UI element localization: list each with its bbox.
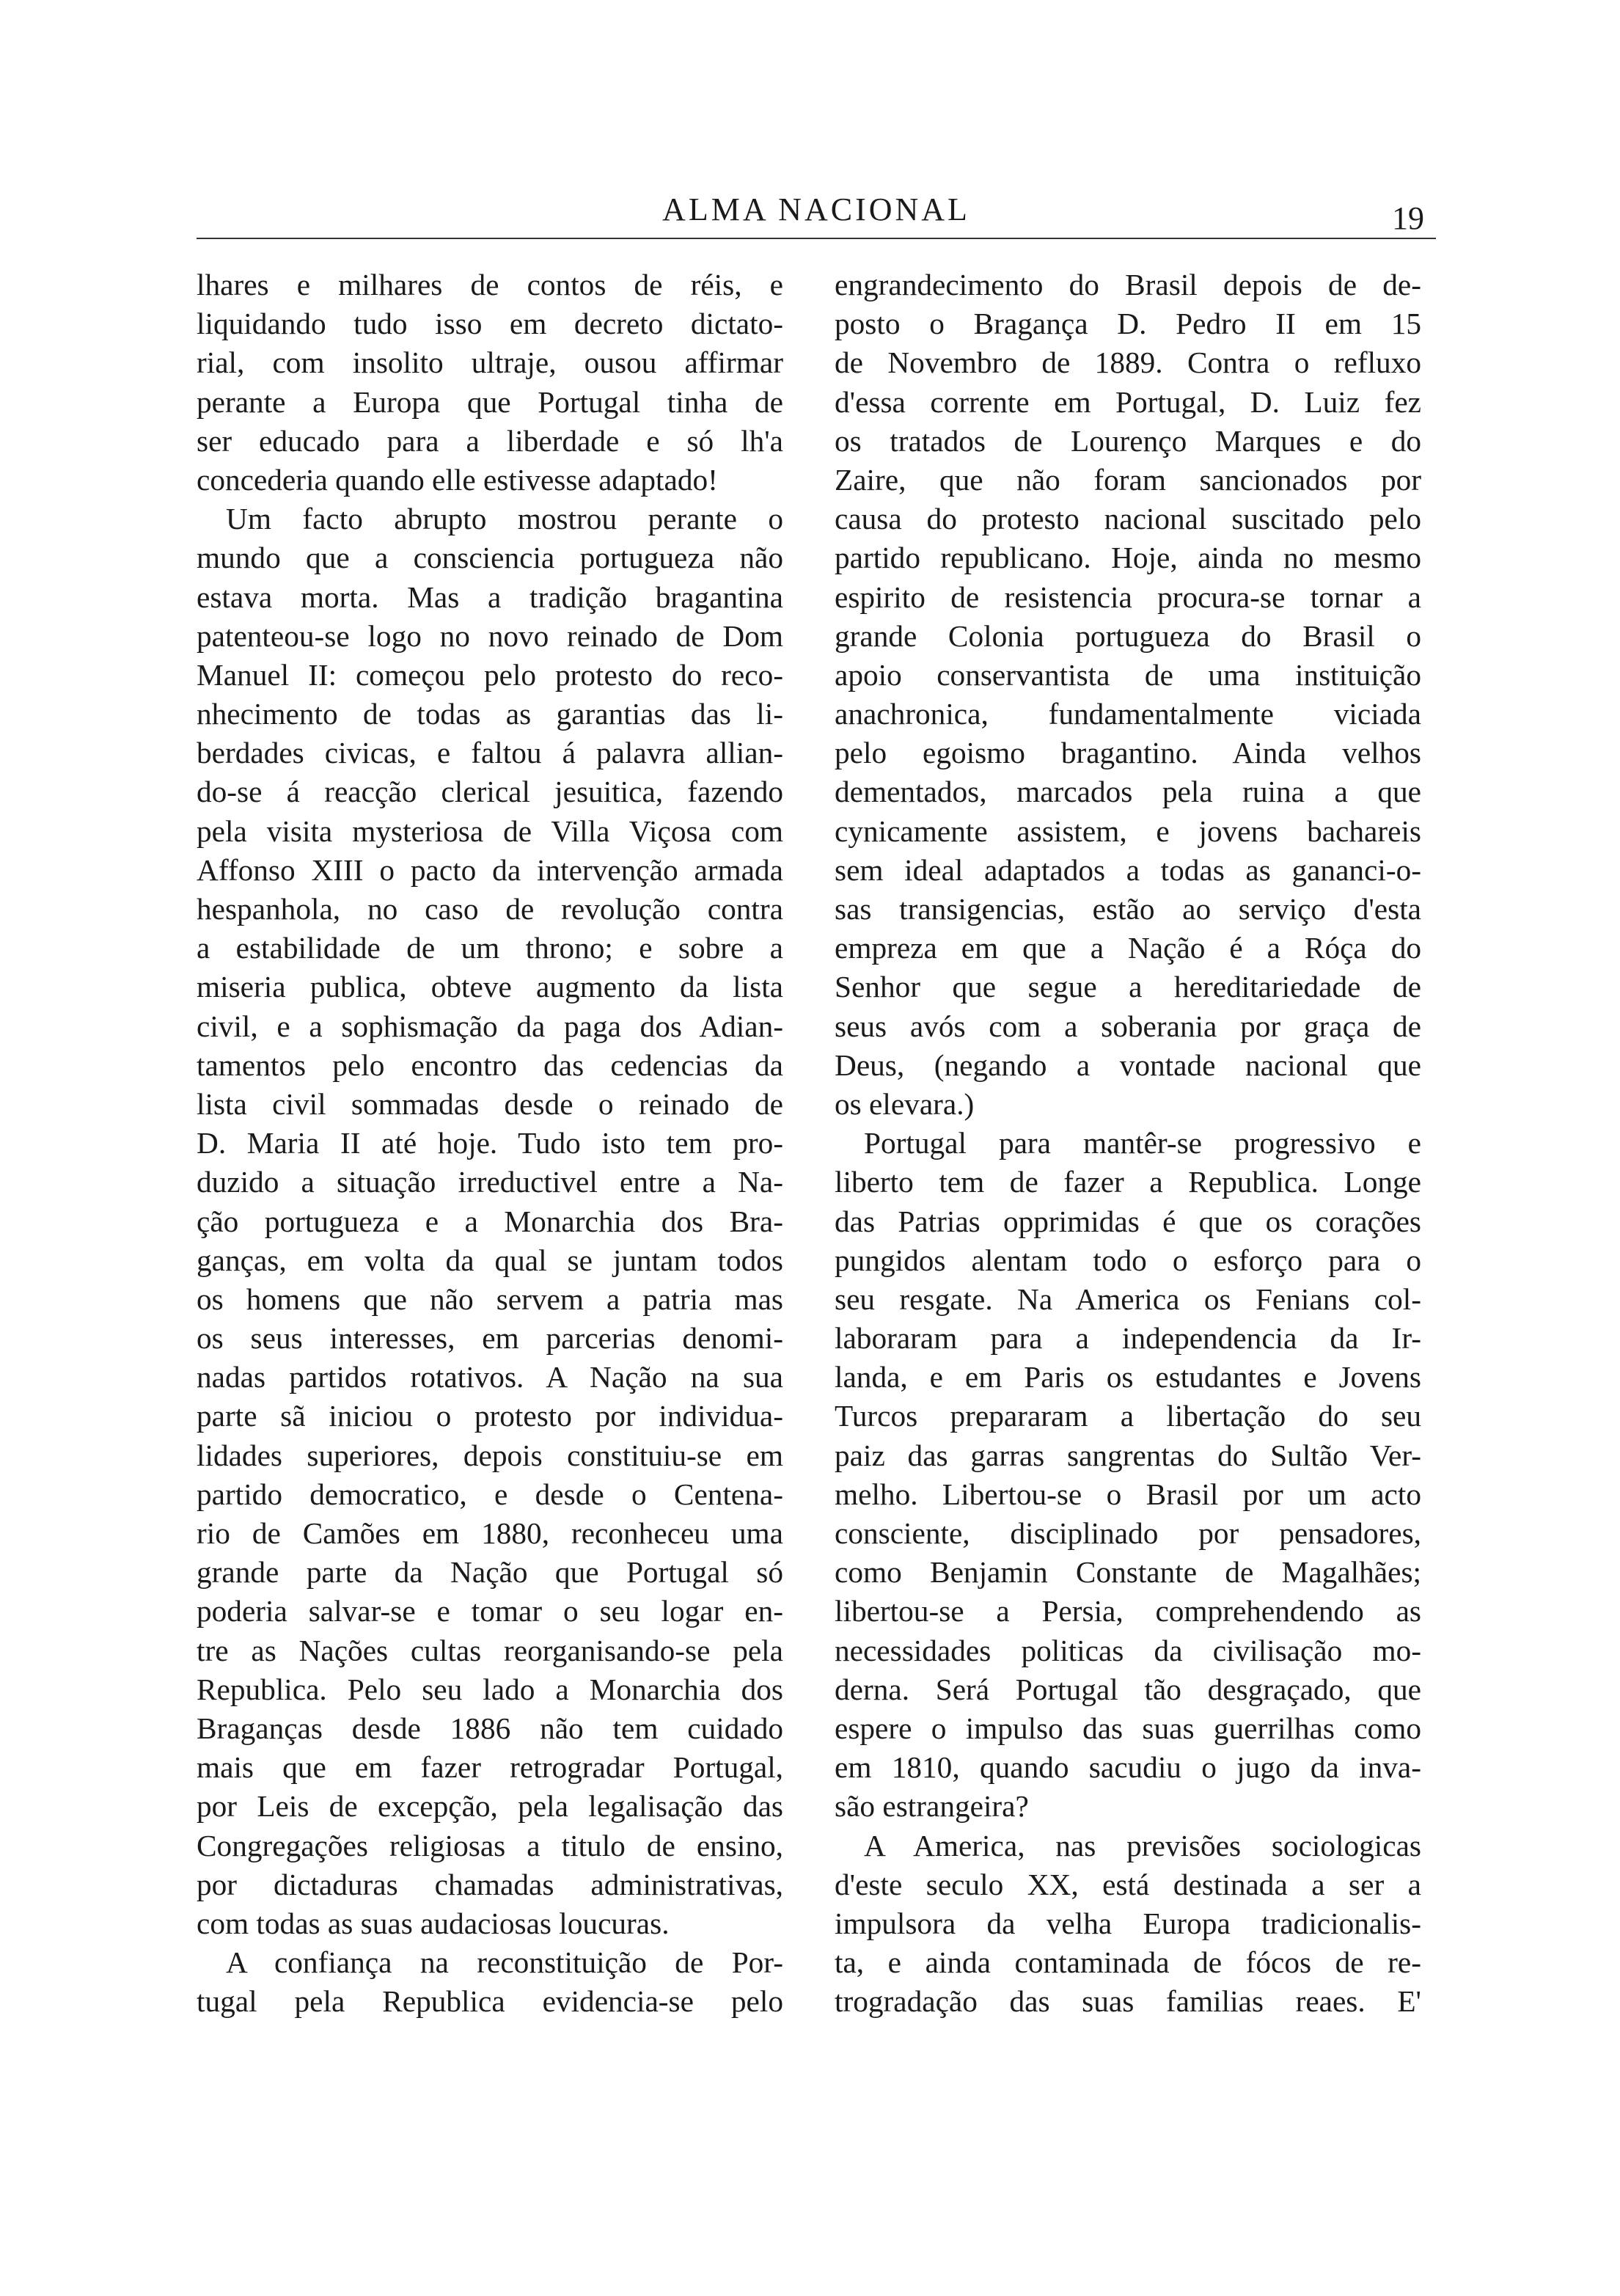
text-line: Congregações religiosas a titulo de ensino, (197, 1828, 783, 1862)
text-line: tre as Nações cultas reorganisando-se pela (197, 1633, 783, 1667)
text-line: Um facto abrupto mostrou perante o (226, 502, 783, 536)
text-line: melho. Libertou-se o Brasil por um acto (835, 1477, 1421, 1511)
text-line: em 1810, quando sacudiu o jugo da inva- (835, 1750, 1421, 1785)
text-line: d'este seculo XX, está destinada a ser a (835, 1867, 1421, 1901)
text-line: mundo que a consciencia portugueza não (197, 541, 783, 575)
text-line: Zaire, que não foram sancionados por (835, 462, 1421, 497)
text-line: dementados, marcados pela ruina a que (835, 775, 1421, 809)
text-line: cynicamente assistem, e jovens bachareis (835, 814, 1421, 848)
text-line: de Novembro de 1889. Contra o refluxo (835, 346, 1421, 380)
right-text-column (835, 266, 1421, 2021)
text-line: pela visita mysteriosa de Villa Viçosa com (197, 814, 783, 848)
text-line: os seus interesses, em parcerias denomi- (197, 1321, 783, 1356)
text-line: Manuel II: começou pelo protesto do reco- (197, 657, 783, 692)
text-line: partido democratico, e desde o Centena- (197, 1477, 783, 1511)
running-header (197, 189, 1436, 236)
text-line: por dictaduras chamadas administrativas, (197, 1867, 783, 1901)
text-line: civil, e a sophismação da paga dos Adian- (197, 1009, 783, 1043)
text-line: A confiança na reconstituição de Por- (226, 1945, 783, 1980)
text-line: tamentos pelo encontro das cedencias da (197, 1048, 783, 1082)
text-line: miseria publica, obteve augmento da lista (197, 970, 783, 1004)
text-line: a estabilidade de um throno; e sobre a (197, 931, 783, 965)
text-line: mais que em fazer retrogradar Portugal, (197, 1750, 783, 1785)
text-line: seus avós com a soberania por graça de (835, 1009, 1421, 1043)
text-line: Senhor que segue a hereditariedade de (835, 970, 1421, 1004)
left-text-column (197, 266, 783, 2021)
text-line: estava morta. Mas a tradição bragantina (197, 580, 783, 614)
text-line: apoio conservantista de uma instituição (835, 657, 1421, 692)
text-line: posto o Bragança D. Pedro II em 15 (835, 307, 1421, 341)
text-line: ção portugueza e a Monarchia dos Bra- (197, 1204, 783, 1238)
text-line: nadas partidos rotativos. A Nação na sua (197, 1360, 783, 1394)
text-line: trogradação das suas familias reaes. E' (835, 1984, 1421, 2019)
text-line: ta, e ainda contaminada de fócos de re- (835, 1945, 1421, 1980)
text-line: são estrangeira? (835, 1789, 1029, 1824)
text-line: sem ideal adaptados a todas as gananci-o- (835, 852, 1421, 887)
text-line: rial, com insolito ultraje, ousou affirmar (197, 346, 783, 380)
page-number: 19 (1392, 200, 1424, 236)
text-line: duzido a situação irreductivel entre a Na- (197, 1165, 783, 1199)
text-line: espere o impulso das suas guerrilhas como (835, 1711, 1421, 1745)
text-line: pelo egoismo bragantino. Ainda velhos (835, 736, 1421, 770)
text-line: berdades civicas, e faltou á palavra allian- (197, 736, 783, 770)
text-line: das Patrias opprimidas é que os corações (835, 1204, 1421, 1238)
text-line: parte sã iniciou o protesto por individua- (197, 1399, 783, 1433)
text-line: concederia quando elle estivesse adaptado! (197, 462, 718, 497)
text-line: os homens que não servem a patria mas (197, 1282, 783, 1316)
text-line: seu resgate. Na America os Fenians col- (835, 1282, 1421, 1316)
text-line: liquidando tudo isso em decreto dictato- (197, 307, 783, 341)
text-line: pungidos alentam todo o esforço para o (835, 1243, 1421, 1277)
text-line: sas transigencias, estão ao serviço d'esta (835, 892, 1421, 926)
text-line: patenteou-se logo no novo reinado de Dom (197, 618, 783, 653)
text-line: libertou-se a Persia, comprehendendo as (835, 1594, 1421, 1628)
text-line: anachronica, fundamentalmente viciada (835, 697, 1421, 731)
text-line: causa do protesto nacional suscitado pelo (835, 502, 1421, 536)
running-title: ALMA NACIONAL (662, 191, 970, 227)
text-line: os elevara.) (835, 1086, 975, 1121)
text-line: partido republicano. Hoje, ainda no mesmo (835, 541, 1421, 575)
text-line: grande parte da Nação que Portugal só (197, 1555, 783, 1590)
text-line: Affonso XIII o pacto da intervenção armada (197, 852, 783, 887)
text-line: com todas as suas audaciosas loucuras. (197, 1906, 670, 1940)
text-line: lhares e milhares de contos de réis, e (197, 268, 783, 301)
text-line: landa, e em Paris os estudantes e Jovens (835, 1360, 1421, 1394)
text-line: impulsora da velha Europa tradicionalis- (835, 1906, 1421, 1940)
text-line: engrandecimento do Brasil depois de de- (835, 268, 1421, 301)
text-line: rio de Camões em 1880, reconheceu uma (197, 1516, 783, 1550)
text-line: Portugal para mantêr-se progressivo e (864, 1126, 1421, 1160)
text-line: do-se á reacção clerical jesuitica, fazendo (197, 775, 783, 809)
text-line: espirito de resistencia procura-se tornar a (835, 580, 1421, 614)
text-line: tugal pela Republica evidencia-se pelo (197, 1984, 783, 2019)
text-line: ganças, em volta da qual se juntam todos (197, 1243, 783, 1277)
text-line: os tratados de Lourenço Marques e do (835, 423, 1421, 458)
text-line: ser educado para a liberdade e só lh'a (197, 423, 783, 458)
text-line: hespanhola, no caso de revolução contra (197, 892, 783, 926)
text-line: como Benjamin Constante de Magalhães; (835, 1555, 1421, 1590)
text-line: poderia salvar-se e tomar o seu logar en- (197, 1594, 783, 1628)
text-line: necessidades politicas da civilisação mo- (835, 1633, 1421, 1667)
text-line: laboraram para a independencia da Ir- (835, 1321, 1421, 1356)
text-line: consciente, disciplinado por pensadores, (835, 1516, 1421, 1550)
text-line: Republica. Pelo seu lado a Monarchia dos (197, 1672, 783, 1706)
text-line: Deus, (negando a vontade nacional que (835, 1048, 1421, 1082)
text-line: Turcos prepararam a libertação do seu (835, 1399, 1421, 1433)
text-line: D. Maria II até hoje. Tudo isto tem pro- (197, 1126, 783, 1160)
text-line: por Leis de excepção, pela legalisação das (197, 1789, 783, 1824)
text-line: Braganças desde 1886 não tem cuidado (197, 1711, 783, 1745)
text-line: nhecimento de todas as garantias das li- (197, 697, 783, 731)
text-line: A America, nas previsões sociologicas (864, 1828, 1421, 1862)
text-line: lidades superiores, depois constituiu-se em (197, 1438, 783, 1472)
text-line: derna. Será Portugal tão desgraçado, que (835, 1672, 1421, 1706)
text-line: lista civil sommadas desde o reinado de (197, 1086, 783, 1121)
text-line: liberto tem de fazer a Republica. Longe (835, 1165, 1421, 1199)
text-line: paiz das garras sangrentas do Sultão Ver- (835, 1438, 1421, 1472)
header-rule (197, 238, 1436, 239)
text-line: empreza em que a Nação é a Róça do (835, 931, 1421, 965)
text-line: perante a Europa que Portugal tinha de (197, 384, 783, 419)
text-line: grande Colonia portugueza do Brasil o (835, 618, 1421, 653)
text-line: d'essa corrente em Portugal, D. Luiz fez (835, 384, 1421, 419)
